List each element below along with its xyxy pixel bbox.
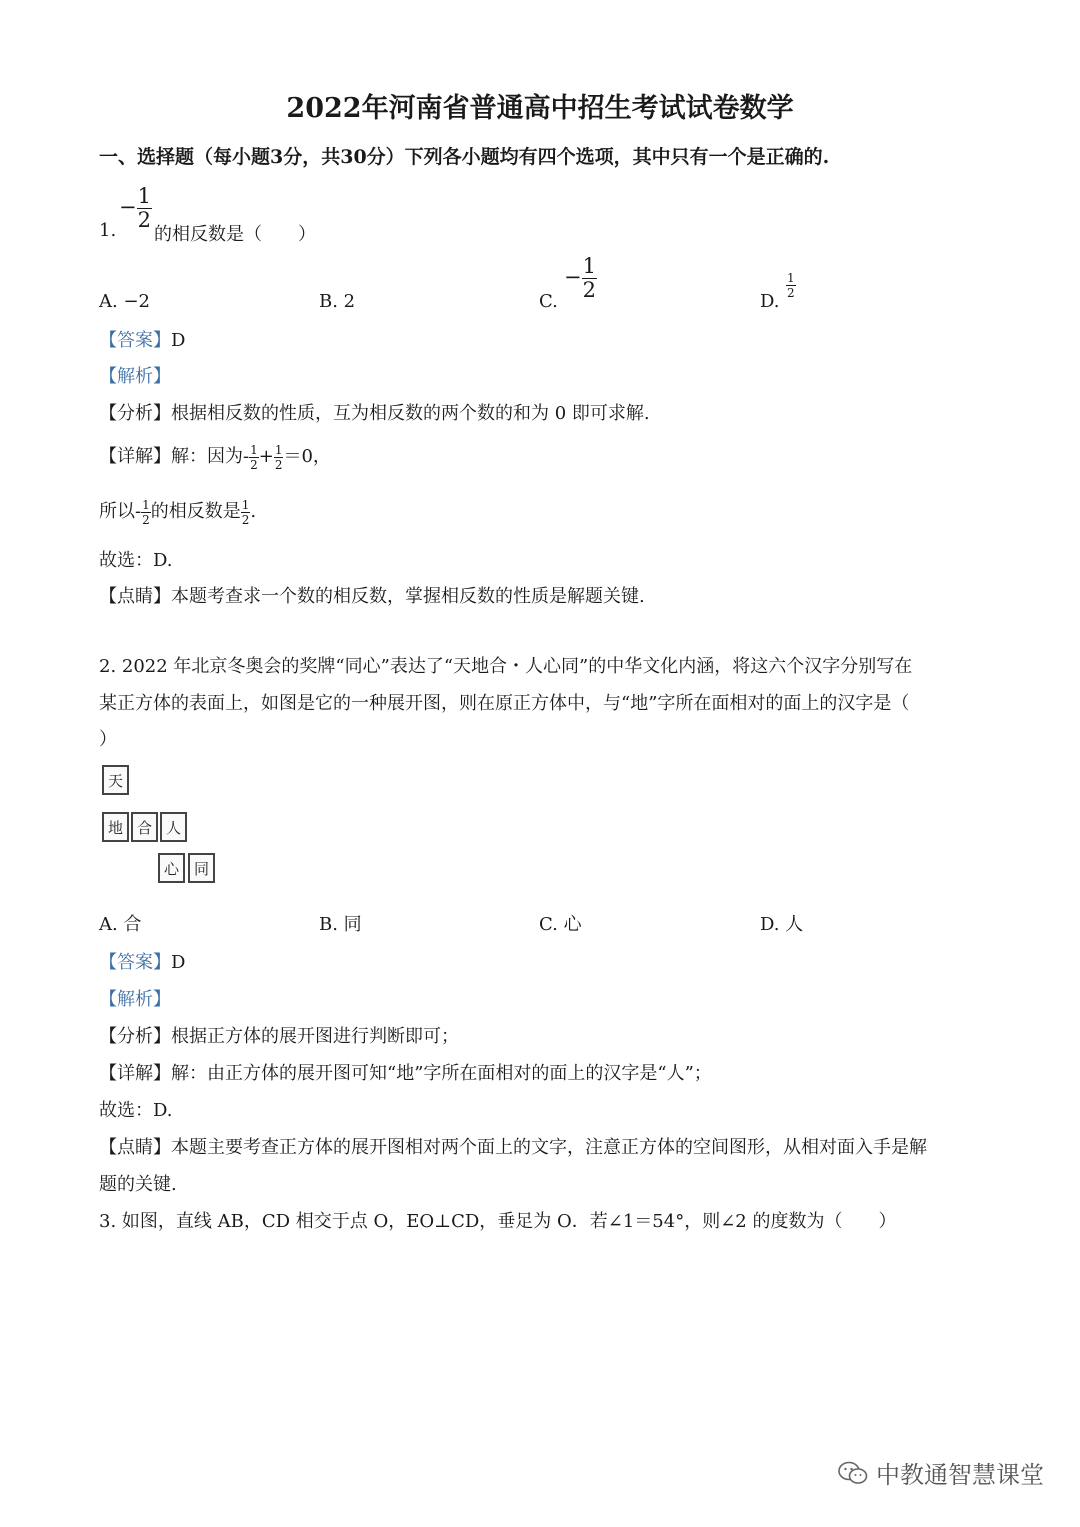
q1-sy-den-2: 2 bbox=[241, 512, 250, 527]
q1-option-a-label: A. bbox=[99, 291, 118, 312]
q2-answer-tag: 【答案】 bbox=[99, 952, 171, 973]
q2-option-d: D. 人 bbox=[760, 914, 804, 935]
q2-guxuan: 故选：D. bbox=[99, 1100, 173, 1121]
q1-option-c-den: 2 bbox=[582, 278, 596, 302]
q1-stem-fraction bbox=[119, 186, 152, 231]
q1-suoyi bbox=[99, 497, 256, 526]
q1-option-d-den: 2 bbox=[787, 286, 795, 300]
q1-answer bbox=[99, 326, 185, 352]
q2-option-a: A. 合 bbox=[99, 914, 142, 935]
q1-plus: + bbox=[258, 446, 274, 467]
q1-option-d-fraction bbox=[786, 272, 796, 299]
q2-answer bbox=[99, 948, 185, 974]
q1-option-c-label: C. bbox=[539, 291, 558, 312]
net-face-ren: 人 bbox=[160, 812, 187, 842]
q1-sy-den-1: 2 bbox=[142, 512, 150, 527]
q2-option-b: B. 同 bbox=[319, 914, 362, 935]
q1-frac-num: 1 bbox=[137, 184, 151, 208]
q1-stem: 的相反数是（ ） bbox=[154, 224, 316, 245]
q1-fraction bbox=[137, 186, 152, 231]
q1-xj-den-2: 2 bbox=[274, 457, 283, 472]
q1-xiangjie-frac-1 bbox=[249, 444, 259, 471]
q2-xiangjie bbox=[99, 1059, 712, 1085]
q1-dianjing bbox=[99, 582, 645, 608]
cube-net-figure bbox=[100, 763, 222, 893]
q2-option-c: C. 心 bbox=[539, 914, 582, 935]
q1-option-d-num: 1 bbox=[787, 271, 795, 285]
q2-dianjing-tag: 【点睛】 bbox=[99, 1137, 171, 1158]
q1-suoyi-frac-1 bbox=[141, 499, 151, 526]
q2-dianjing-line2: 题的关键. bbox=[99, 1174, 177, 1195]
q2-fenxi-text: 根据正方体的展开图进行判断即可； bbox=[171, 1026, 459, 1047]
q1-xj-num-1: 1 bbox=[250, 442, 258, 457]
q1-equals-zero: ＝0， bbox=[283, 446, 331, 467]
wechat-icon bbox=[838, 1460, 868, 1486]
q1-option-c-minus: − bbox=[564, 265, 582, 289]
q1-answer-value: D bbox=[171, 330, 186, 351]
net-face-di: 地 bbox=[102, 812, 129, 842]
section-heading: 一、选择题（每小题3分，共30分）下列各小题均有四个选项，其中只有一个是正确的. bbox=[99, 146, 830, 168]
q1-fenxi bbox=[99, 399, 650, 425]
q2-fenxi-tag: 【分析】 bbox=[99, 1026, 171, 1047]
q1-option-b: B. 2 bbox=[319, 291, 356, 312]
q1-option-c-value bbox=[564, 256, 597, 301]
q2-fenxi bbox=[99, 1022, 459, 1048]
q1-dianjing-tag: 【点睛】 bbox=[99, 586, 171, 607]
q2-stem-line3: ） bbox=[99, 729, 117, 750]
q1-option-c-fraction bbox=[582, 256, 597, 301]
watermark-text: 中教通智慧课堂 bbox=[876, 1461, 1044, 1489]
q2-answer-value: D bbox=[171, 952, 186, 973]
watermark bbox=[838, 1455, 1044, 1490]
q1-option-d-label: D. bbox=[760, 291, 780, 312]
q1-fenxi-tag: 【分析】 bbox=[99, 403, 171, 424]
q1-suoyi-mid: 的相反数是 bbox=[150, 501, 241, 522]
q1-option-c-num: 1 bbox=[582, 254, 596, 278]
q2-xiangjie-text: 解：由正方体的展开图可知“地”字所在面相对的面上的汉字是“人”； bbox=[171, 1063, 712, 1084]
q1-fenxi-text: 根据相反数的性质，互为相反数的两个数的和为 0 即可求解. bbox=[171, 403, 650, 424]
net-face-tong: 同 bbox=[188, 853, 215, 883]
page-title: 2022年河南省普通高中招生考试试卷数学 bbox=[286, 93, 794, 124]
q1-answer-tag: 【答案】 bbox=[99, 330, 171, 351]
q1-xiangjie-tag: 【详解】 bbox=[99, 446, 171, 467]
q1-dianjing-text: 本题考查求一个数的相反数，掌握相反数的性质是解题关键. bbox=[171, 586, 645, 607]
q2-dianjing-line1 bbox=[99, 1133, 927, 1159]
q1-guxuan: 故选：D. bbox=[99, 550, 173, 571]
q1-xiangjie-prefix: 解：因为- bbox=[171, 446, 250, 467]
q1-xj-den-1: 2 bbox=[250, 457, 258, 472]
q1-sy-num-1: 1 bbox=[142, 497, 150, 512]
q1-minus-sign: − bbox=[119, 195, 137, 219]
q2-analysis-tag: 【解析】 bbox=[99, 989, 171, 1010]
q1-option-d-value bbox=[786, 272, 796, 299]
q1-sy-num-2: 1 bbox=[241, 497, 250, 512]
q1-option-a bbox=[99, 291, 150, 312]
q1-suoyi-prefix: 所以- bbox=[99, 501, 142, 522]
net-face-he: 合 bbox=[131, 812, 158, 842]
q1-option-a-value: −2 bbox=[123, 291, 151, 312]
q2-stem-line1: 2. 2022 年北京冬奥会的奖牌“同心”表达了“天地合・人心同”的中华文化内涵，将这六个汉字分别写在 bbox=[99, 656, 913, 677]
q3-stem: 3. 如图，直线 AB，CD 相交于点 O，EO⊥CD，垂足为 O．若∠1＝54°，则∠2 的度数为（ ） bbox=[99, 1211, 897, 1232]
q1-xj-num-2: 1 bbox=[274, 442, 283, 457]
net-face-xin: 心 bbox=[158, 853, 185, 883]
q1-frac-den: 2 bbox=[137, 208, 151, 232]
q1-analysis-tag: 【解析】 bbox=[99, 366, 171, 387]
q2-stem-line2: 某正方体的表面上，如图是它的一种展开图，则在原正方体中，与“地”字所在面相对的面上的汉字是（ bbox=[99, 693, 910, 714]
q1-xiangjie bbox=[99, 442, 331, 471]
q2-xiangjie-tag: 【详解】 bbox=[99, 1063, 171, 1084]
q1-suoyi-end: . bbox=[250, 501, 257, 522]
q2-dianjing-text1: 本题主要考查正方体的展开图相对两个面上的文字，注意正方体的空间图形，从相对面入手是解 bbox=[171, 1137, 927, 1158]
net-face-tian: 天 bbox=[102, 765, 129, 795]
q1-number: 1. bbox=[99, 220, 117, 241]
q1-suoyi-frac-2 bbox=[241, 499, 251, 526]
